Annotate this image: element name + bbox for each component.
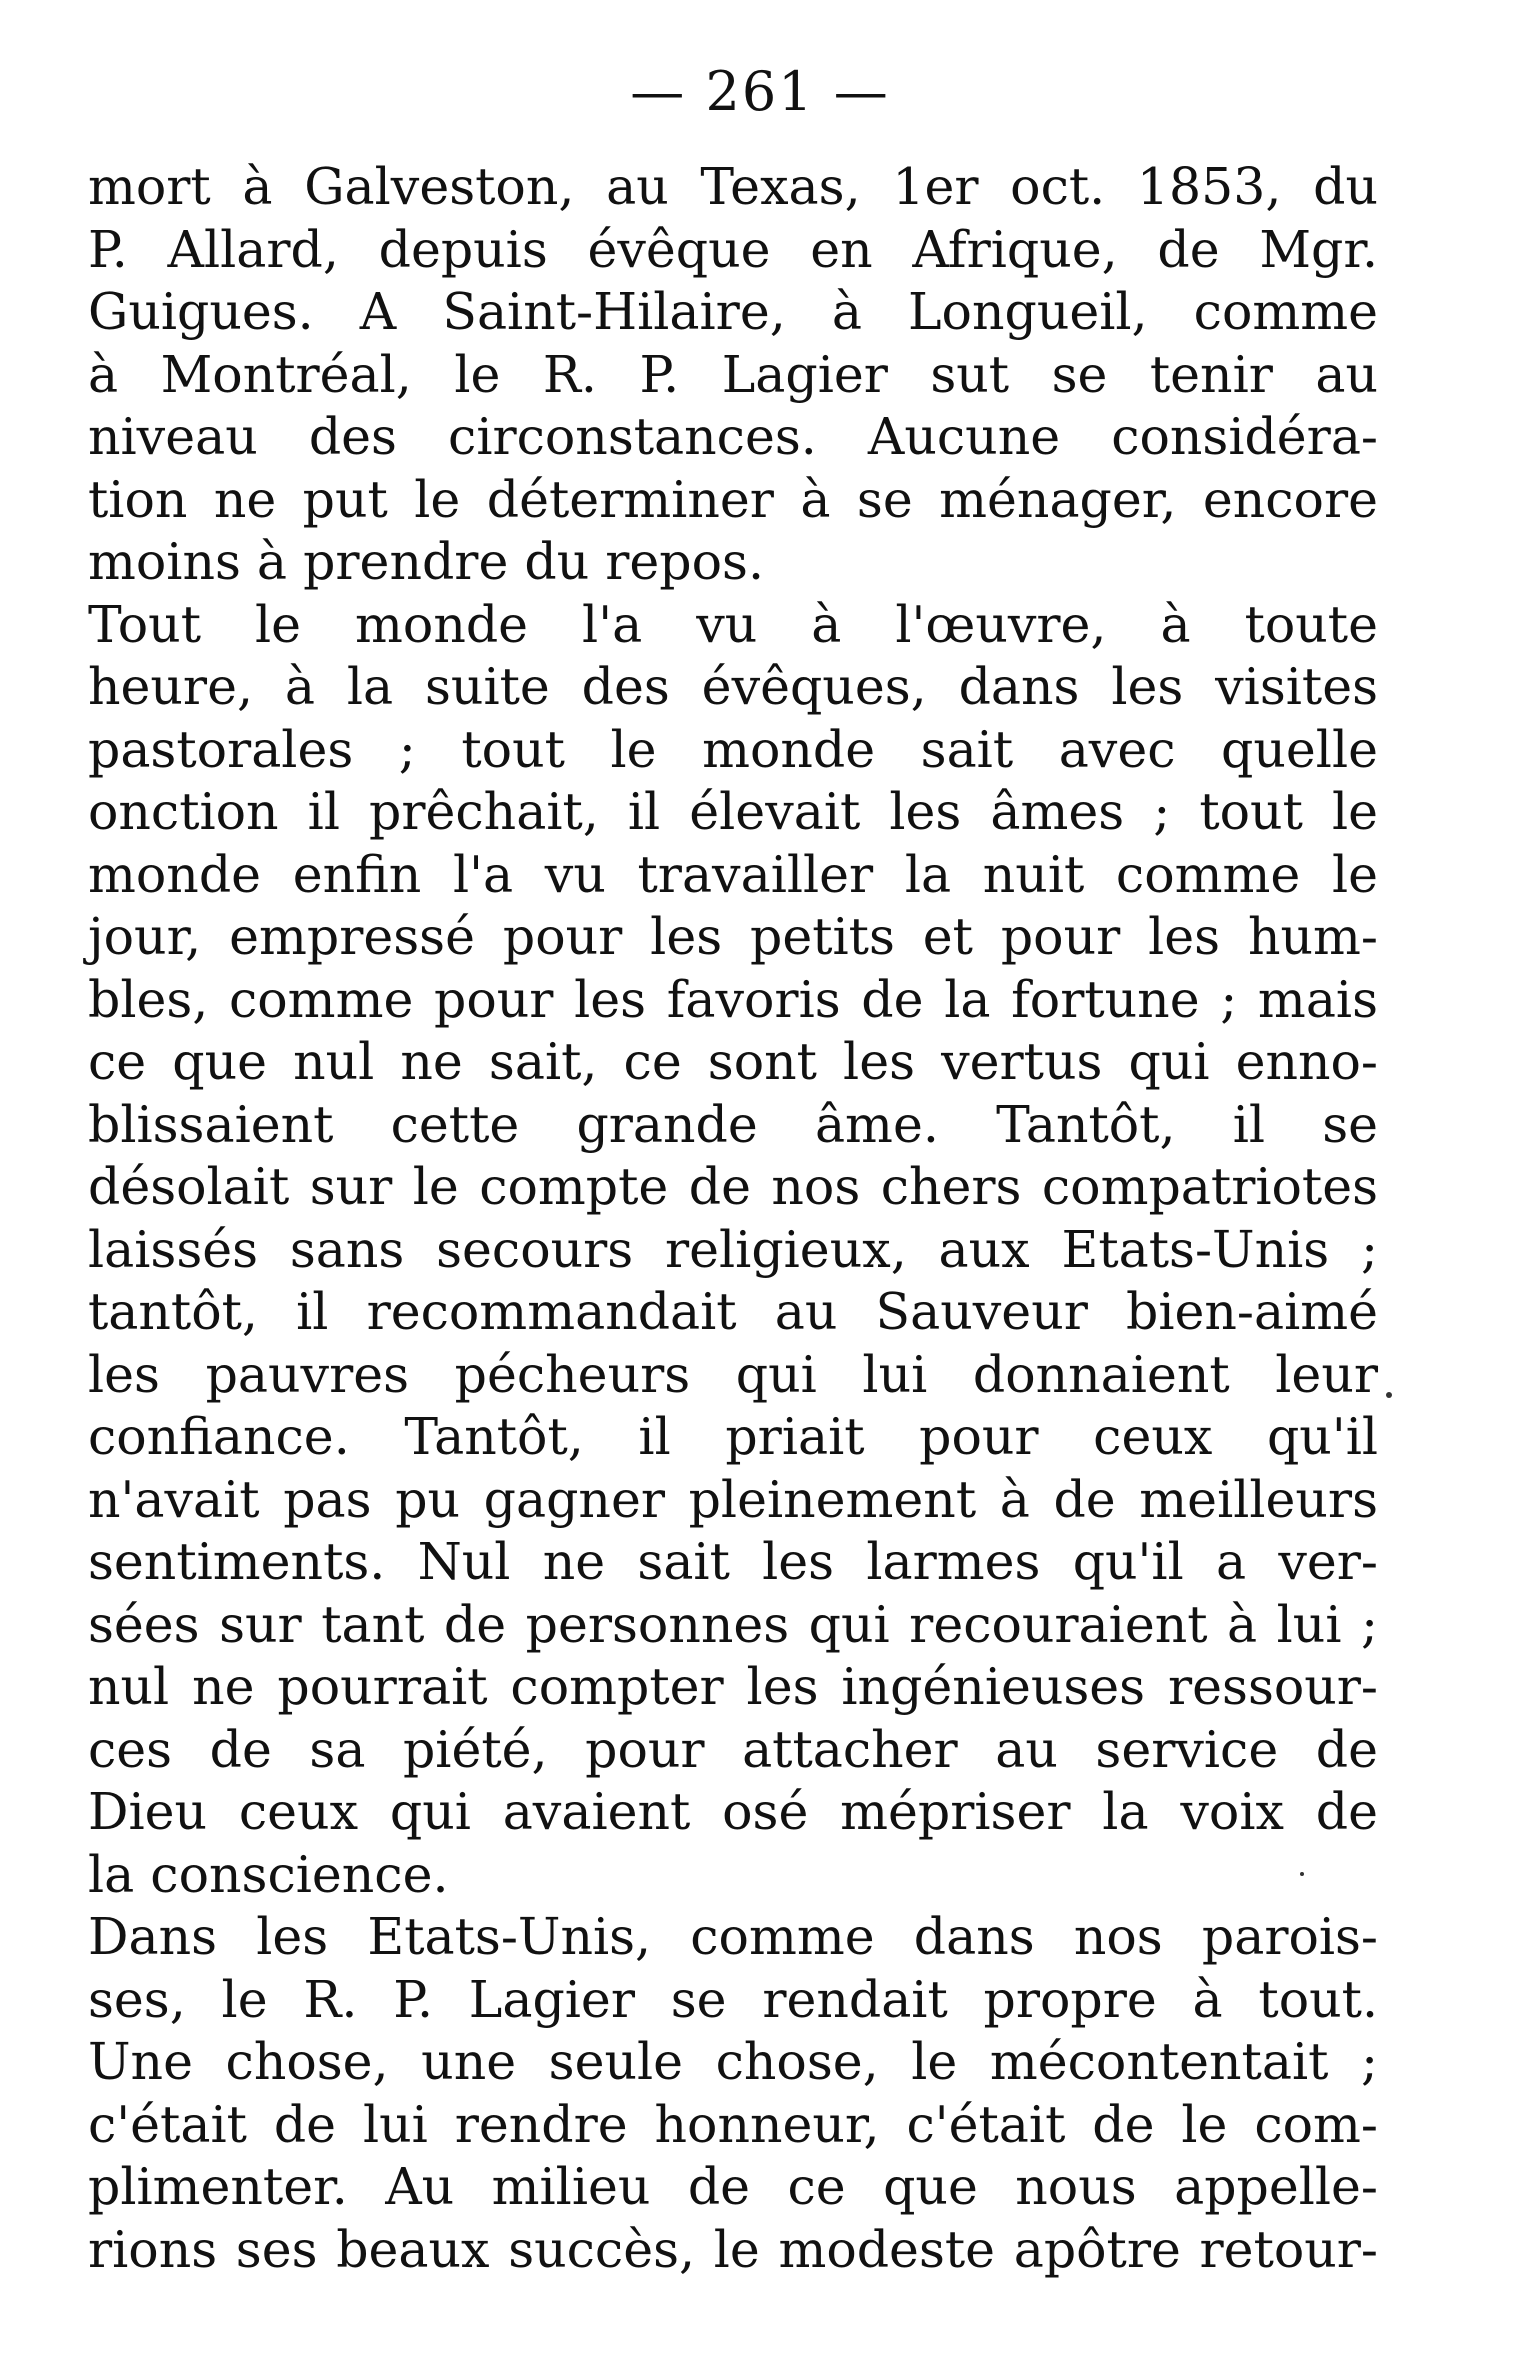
text-line: n'avait pas pu gagner pleinement à de meilleurs: [88, 1469, 1378, 1529]
text-line: laissés sans secours religieux, aux Etats-Unis ;: [88, 1219, 1378, 1279]
page-number: — 261 —: [630, 60, 890, 123]
text-line: Une chose, une seule chose, le mécontentait ;: [88, 2032, 1378, 2091]
ink-speck: [1300, 1872, 1304, 1876]
text-line: monde enfin l'a vu travailler la nuit comme le: [88, 844, 1378, 904]
text-line: jour, empressé pour les petits et pour les hum-: [88, 907, 1378, 966]
text-line: Dans les Etats-Unis, comme dans nos parois-: [88, 1907, 1378, 1966]
text-line: nul ne pourrait compter les ingénieuses ressour-: [88, 1657, 1378, 1716]
text-line: onction il prêchait, il élevait les âmes ; tout le: [88, 782, 1378, 841]
text-line: ses, le R. P. Lagier se rendait propre à tout.: [88, 1969, 1378, 2029]
text-line: tantôt, il recommandait au Sauveur bien-aimé: [88, 1282, 1378, 1341]
text-line: heure, à la suite des évêques, dans les visites: [88, 657, 1378, 716]
text-line: niveau des circonstances. Aucune considéra-: [88, 407, 1378, 466]
text-line: sentiments. Nul ne sait les larmes qu'il a ver-: [88, 1532, 1378, 1591]
text-line: Guigues. A Saint-Hilaire, à Longueil, comme: [88, 282, 1378, 341]
text-line: confiance. Tantôt, il priait pour ceux qu'il: [88, 1407, 1378, 1466]
text-line: à Montréal, le R. P. Lagier sut se tenir au: [88, 344, 1378, 404]
text-line: pastorales ; tout le monde sait avec quelle: [88, 719, 1378, 779]
text-line: désolait sur le compte de nos chers compatriotes: [88, 1157, 1378, 1216]
text-line: ce que nul ne sait, ce sont les vertus qui enno-: [88, 1032, 1378, 1091]
text-line: bles, comme pour les favoris de la fortune ; mais: [88, 969, 1378, 1029]
text-line: Tout le monde l'a vu à l'œuvre, à toute: [88, 594, 1378, 654]
text-line: P. Allard, depuis évêque en Afrique, de Mgr.: [88, 219, 1378, 279]
text-line: les pauvres pécheurs qui lui donnaient leur: [88, 1344, 1378, 1404]
text-line: blissaient cette grande âme. Tantôt, il se: [88, 1094, 1378, 1154]
text-line: rions ses beaux succès, le modeste apôtre retour-: [88, 2219, 1378, 2279]
text-line: moins à prendre du repos.: [88, 532, 765, 591]
ink-speck: [1386, 1392, 1392, 1398]
body-text: [88, 156, 1378, 2281]
text-line: ces de sa piété, pour attacher au service de: [88, 1719, 1378, 1779]
text-line: mort à Galveston, au Texas, 1er oct. 1853, du: [88, 157, 1378, 216]
text-line: c'était de lui rendre honneur, c'était de le com-: [88, 2094, 1378, 2154]
text-line: sées sur tant de personnes qui recouraient à lui ;: [88, 1594, 1378, 1654]
text-line: Dieu ceux qui avaient osé mépriser la voix de: [88, 1782, 1378, 1841]
text-line: la conscience.: [88, 1844, 449, 1904]
text-line: plimenter. Au milieu de ce que nous appelle-: [88, 2157, 1378, 2216]
text-line: tion ne put le déterminer à se ménager, encore: [88, 469, 1378, 529]
